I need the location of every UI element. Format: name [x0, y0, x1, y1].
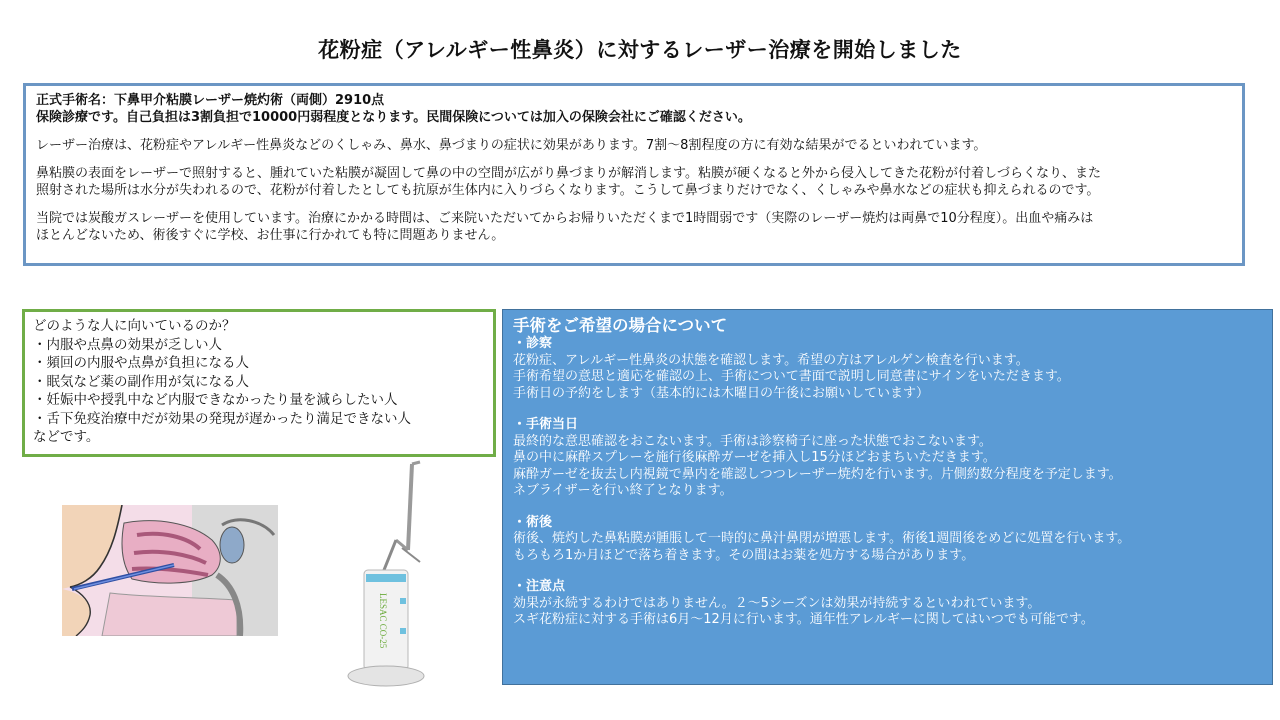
info-paragraph-2-line-2: 照射された場所は水分が失われるので、花粉が付着したとしても抗原が生体内に入りづらくなります。こうして鼻づまりだけでなく、くしゃみや鼻水などの症状も抑えられるのです。 — [36, 183, 1100, 198]
section-line: 麻酔ガーゼを抜去し内視鏡で鼻内を確認しつつレーザー焼灼を行います。片側約数分程度を予定します。 — [513, 466, 1122, 482]
page-title: 花粉症（アレルギー性鼻炎）に対するレーザー治療を開始しました — [318, 38, 962, 62]
info-box — [23, 83, 1245, 266]
surgery-panel — [502, 309, 1273, 685]
surgery-heading: 手術をご希望の場合について — [513, 316, 728, 335]
section-line: もろもろ1か月ほどで落ち着きます。その間はお薬を処方する場合があります。 — [513, 547, 975, 563]
section-line: 術後、焼灼した鼻粘膜が腫脹して一時的に鼻汁鼻閉が増悪します。術後1週間後をめどに処置を行います。 — [513, 531, 1131, 546]
info-paragraph-2-line-1: 鼻粘膜の表面をレーザーで照射すると、腫れていた粘膜が凝固して鼻の中の空間が広がり鼻づまりが解消します。粘膜が硬くなると外から侵入してきた花粉が付着しづらくなり、また — [36, 166, 1101, 181]
section-line: スギ花粉症に対する手術は6月～12月に行います。通年性アレルギーに関してはいつでも可能です。 — [513, 612, 1094, 627]
section-line: 手術日の予約をします（基本的には木曜日の午後にお願いしています） — [513, 385, 930, 401]
section-title-surgery-day: ・手術当日 — [513, 417, 579, 432]
list-item: ・妊娠中や授乳中など内服できなかったり量を減らしたい人 — [33, 392, 398, 408]
suitable-box — [22, 309, 496, 457]
info-paragraph-3-line-1: 当院では炭酸ガスレーザーを使用しています。治療にかかる時間は、ご来院いただいてからお帰りいただくまで1時間弱です（実際のレーザー焼灼は両鼻で10分程度）。出血や痛みは — [36, 211, 1094, 226]
suitable-question: どのような人に向いているのか？ — [33, 318, 236, 334]
list-item: ・眠気など薬の副作用が気になる人 — [33, 373, 249, 390]
section-title-consultation: ・診察 — [513, 336, 553, 351]
formal-name: 正式手術名：下鼻甲介粘膜レーザー焼灼術（両側）2910点 — [36, 93, 385, 108]
list-item: ・頻回の内服や点鼻が負担になる人 — [33, 355, 249, 371]
laser-device-illustration — [340, 458, 450, 693]
nasal-anatomy-illustration — [62, 505, 278, 636]
section-line: 鼻の中に麻酔スプレーを施行後麻酔ガーゼを挿入し15分ほどおまちいただきます。 — [513, 450, 996, 465]
section-title-postop: ・術後 — [513, 514, 553, 530]
section-line: 花粉症、アレルギー性鼻炎の状態を確認します。希望の方はアレルゲン検査を行います。 — [513, 352, 1029, 368]
section-line: 最終的な意思確認をおこないます。手術は診察椅子に座った状態でおこないます。 — [513, 433, 992, 449]
section-line: 手術希望の意思と適応を確認の上、手術について書面で説明し同意書にサインをいただきます。 — [513, 369, 1070, 384]
insurance-note: 保険診療です。自己負担は3割負担で10000円弱程度となります。民間保険については加入の保険会社にご確認ください。 — [36, 110, 751, 125]
info-paragraph-3-line-2: ほとんどないため、術後すぐに学校、お仕事に行かれても特に問題ありません。 — [36, 228, 505, 243]
info-paragraph-1: レーザー治療は、花粉症やアレルギー性鼻炎などのくしゃみ、鼻水、鼻づまりの症状に効果があります。7割～8割程度の方に有効な結果がでるといわれています。 — [36, 138, 987, 153]
list-item: ・舌下免疫治療中だが効果の発現が遅かったり満足できない人 — [33, 410, 411, 427]
device-label: LESAC CO-25 — [378, 593, 388, 649]
section-title-notes: ・注意点 — [513, 579, 566, 594]
section-line: ネブライザーを行い終了となります。 — [513, 483, 733, 498]
section-line: 効果が永続するわけではありません。２～5シーズンは効果が持続するといわれています。 — [513, 595, 1041, 611]
list-item: ・内服や点鼻の効果が乏しい人 — [33, 336, 222, 353]
suitable-closing: などです。 — [33, 429, 100, 445]
